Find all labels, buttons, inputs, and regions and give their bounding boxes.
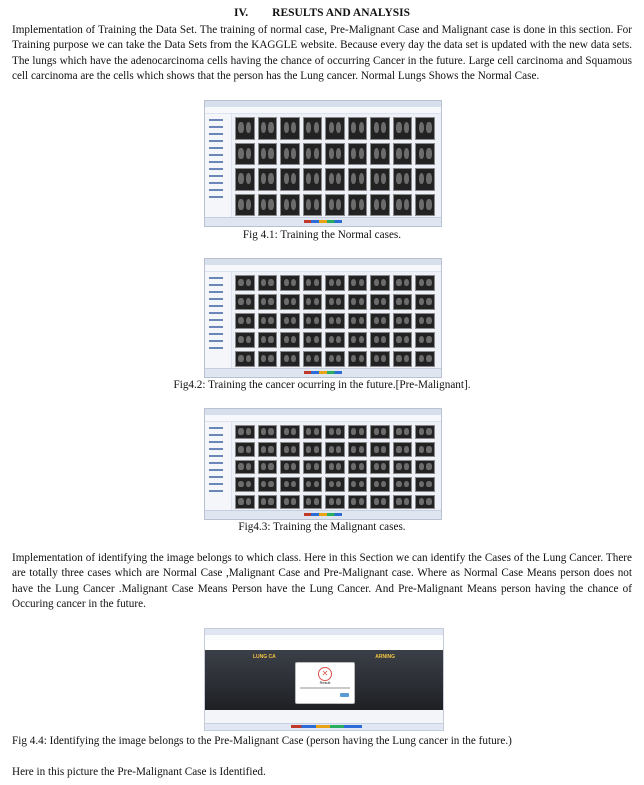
dialog-ok-button (340, 693, 349, 697)
fig3-caption: Fig4.3: Training the Malignant cases. (238, 521, 406, 533)
premalignant-training-screenshot (204, 258, 442, 378)
fig1-caption: Fig 4.1: Training the Normal cases. (242, 229, 402, 241)
closing-sentence: Here in this picture the Pre-Malignant Case is Identified. (12, 766, 266, 778)
section-heading (0, 7, 644, 19)
banner-left-text: LUNG CA (253, 654, 276, 660)
result-screenshot (204, 628, 444, 731)
dialog-title: Result (319, 681, 331, 685)
section-title: RESULTS AND ANALYSIS (272, 7, 411, 19)
error-x-icon: ✕ (318, 667, 332, 681)
fig4-caption: Fig 4.4: Identifying the image belongs to the Pre-Malignant Case (person having the Lung cancer in the future.) (12, 735, 512, 747)
malignant-training-screenshot (204, 408, 442, 520)
section-number: IV. (233, 7, 249, 19)
fig2-caption: Fig4.2: Training the cancer ocurring in the future.[Pre-Malignant]. (173, 379, 471, 391)
intro-paragraph: Implementation of Training the Data Set. The training of normal case, Pre-Malignant Case and Malignant case is done in this section. For Training purpose we can take the Data Sets from the KAGGLE website. Because every day the data set is updated with the new data sets. The lungs which have the adenocarcinoma cells having the chance of occurring Cancer in the future. Large cell carcinoma and Squamous cell carcinoma are the cells which shows that the person has the Lung cancer. Normal Lungs Shows the Normal Case. (12, 24, 632, 83)
normal-training-screenshot (204, 100, 442, 227)
banner-right-text: ARNING (375, 654, 395, 660)
result-dialog (295, 662, 355, 704)
identify-paragraph: Implementation of identifying the image belongs to which class. Here in this Section we can identify the Cases of the Lung Cancer. There are totally three cases which are Normal Case ,Malignant Case and Pre-Malignant case. Where as Normal Case Means person does not have the Lung Cancer .Malignant Case Means Person have the Lung Cancer. And Pre-Malignant Means person having the chance of Occuring cancer in the future. (12, 552, 632, 611)
